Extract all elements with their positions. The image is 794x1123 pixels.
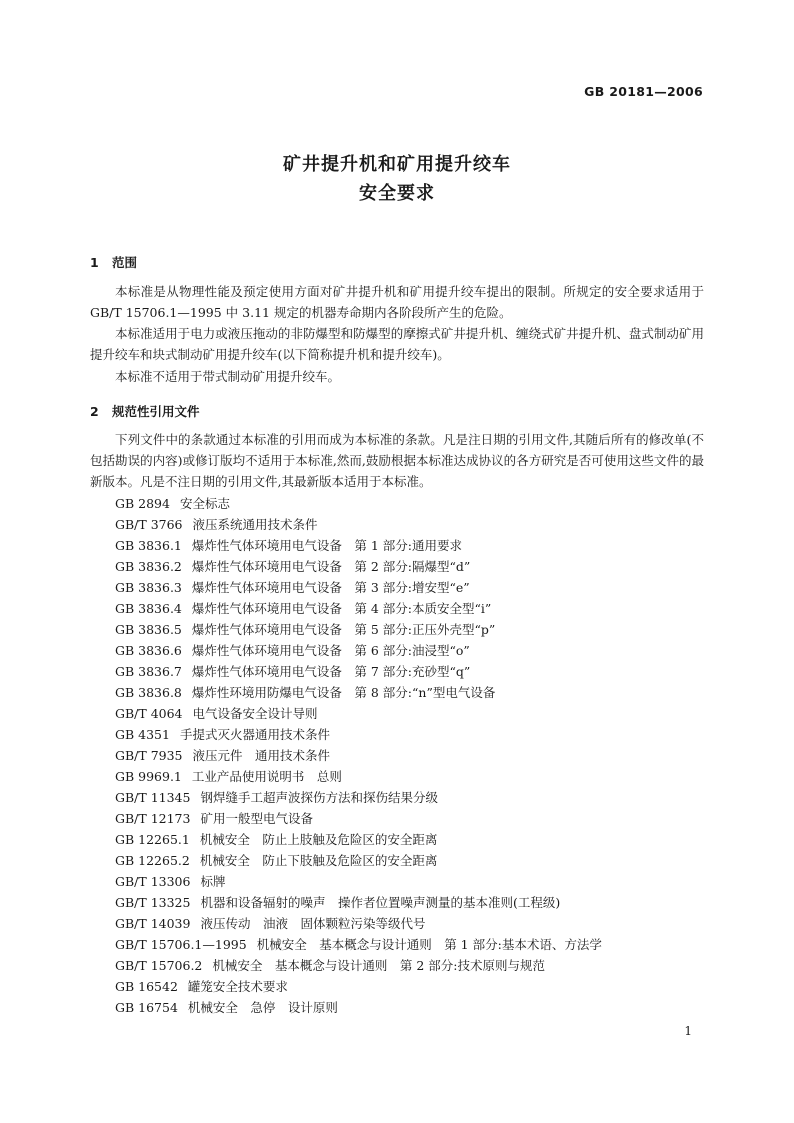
reference-title: 机械安全 急停 设计原则 bbox=[187, 1000, 338, 1015]
reference-item bbox=[115, 619, 715, 640]
reference-title: 安全标志 bbox=[179, 496, 230, 511]
reference-item bbox=[115, 598, 715, 619]
standard-number: GB 20181—2006 bbox=[584, 84, 703, 99]
reference-title: 液压传动 油液 固体颗粒污染等级代号 bbox=[200, 916, 426, 931]
reference-code: GB 3836.2 bbox=[115, 559, 182, 574]
section-title: 规范性引用文件 bbox=[112, 404, 200, 419]
title-line-2: 安全要求 bbox=[359, 183, 435, 204]
reference-item bbox=[115, 640, 715, 661]
reference-item bbox=[115, 850, 715, 871]
reference-item bbox=[115, 808, 715, 829]
reference-item bbox=[115, 493, 715, 514]
reference-code: GB/T 3766 bbox=[115, 517, 183, 532]
reference-code: GB/T 12173 bbox=[115, 811, 191, 826]
reference-title: 爆炸性气体环境用电气设备 第 5 部分:正压外壳型“p” bbox=[191, 622, 496, 637]
section-2-heading bbox=[90, 402, 200, 420]
reference-title: 机械安全 基本概念与设计通则 第 2 部分:技术原则与规范 bbox=[212, 958, 546, 973]
scope-paragraph-2: 本标准适用于电力或液压拖动的非防爆型和防爆型的摩擦式矿井提升机、缠绕式矿井提升机、盘式制动矿用提升绞车和块式制动矿用提升绞车(以下简称提升机和提升绞车)。 bbox=[90, 326, 704, 362]
reference-code: GB/T 11345 bbox=[115, 790, 191, 805]
reference-item bbox=[115, 577, 715, 598]
reference-item bbox=[115, 535, 715, 556]
title-line-1: 矿井提升机和矿用提升绞车 bbox=[283, 154, 511, 175]
reference-code: GB/T 4064 bbox=[115, 706, 183, 721]
reference-title: 爆炸性气体环境用电气设备 第 3 部分:增安型“e” bbox=[191, 580, 470, 595]
reference-code: GB 12265.1 bbox=[115, 832, 190, 847]
reference-title: 矿用一般型电气设备 bbox=[200, 811, 313, 826]
reference-code: GB/T 15706.2 bbox=[115, 958, 203, 973]
reference-title: 液压系统通用技术条件 bbox=[192, 517, 318, 532]
reference-item bbox=[115, 661, 715, 682]
reference-title: 机械安全 基本概念与设计通则 第 1 部分:基本术语、方法学 bbox=[256, 937, 602, 952]
reference-code: GB 3836.7 bbox=[115, 664, 182, 679]
reference-title: 电气设备安全设计导则 bbox=[192, 706, 318, 721]
reference-item bbox=[115, 976, 715, 997]
reference-code: GB 3836.6 bbox=[115, 643, 182, 658]
reference-item bbox=[115, 913, 715, 934]
page-number: 1 bbox=[684, 1024, 692, 1038]
reference-item bbox=[115, 703, 715, 724]
reference-item bbox=[115, 997, 715, 1018]
reference-code: GB 16754 bbox=[115, 1000, 178, 1015]
reference-title: 机器和设备辐射的噪声 操作者位置噪声测量的基本准则(工程级) bbox=[200, 895, 561, 910]
document-title bbox=[0, 150, 794, 208]
reference-title: 钢焊缝手工超声波探伤方法和探伤结果分级 bbox=[200, 790, 438, 805]
reference-item bbox=[115, 745, 715, 766]
scope-paragraph-3: 本标准不适用于带式制动矿用提升绞车。 bbox=[115, 369, 341, 384]
reference-item bbox=[115, 766, 715, 787]
reference-item bbox=[115, 556, 715, 577]
reference-item bbox=[115, 514, 715, 535]
scope-paragraph-1: 本标准是从物理性能及预定使用方面对矿井提升机和矿用提升绞车提出的限制。所规定的安全要求适用于 GB/T 15706.1—1995 中 3.11 规定的机器寿命期内各阶段所产生的危险。 bbox=[90, 284, 704, 320]
reference-code: GB/T 13325 bbox=[115, 895, 191, 910]
section-1-heading bbox=[90, 253, 137, 271]
reference-code: GB 3836.1 bbox=[115, 538, 182, 553]
reference-item bbox=[115, 682, 715, 703]
reference-title: 工业产品使用说明书 总则 bbox=[191, 769, 342, 784]
reference-code: GB/T 14039 bbox=[115, 916, 191, 931]
reference-title: 爆炸性环境用防爆电气设备 第 8 部分:“n”型电气设备 bbox=[191, 685, 496, 700]
reference-code: GB 3836.5 bbox=[115, 622, 182, 637]
references-intro: 下列文件中的条款通过本标准的引用而成为本标准的条款。凡是注日期的引用文件,其随后所有的修改单(不包括勘误的内容)或修订版均不适用于本标准,然而,鼓励根据本标准达成协议的各方研究是否可使用这些文件的最新版本。凡是不注日期的引用文件,其最新版本适用于本标准。 bbox=[90, 432, 704, 489]
reference-title: 罐笼安全技术要求 bbox=[187, 979, 288, 994]
reference-title: 爆炸性气体环境用电气设备 第 4 部分:本质安全型“i” bbox=[191, 601, 492, 616]
reference-title: 爆炸性气体环境用电气设备 第 6 部分:油浸型“o” bbox=[191, 643, 470, 658]
reference-item bbox=[115, 787, 715, 808]
reference-title: 液压元件 通用技术条件 bbox=[192, 748, 331, 763]
reference-title: 爆炸性气体环境用电气设备 第 2 部分:隔爆型“d” bbox=[191, 559, 471, 574]
reference-code: GB 9969.1 bbox=[115, 769, 182, 784]
reference-item bbox=[115, 724, 715, 745]
reference-title: 爆炸性气体环境用电气设备 第 7 部分:充砂型“q” bbox=[191, 664, 471, 679]
reference-item bbox=[115, 892, 715, 913]
reference-code: GB 3836.4 bbox=[115, 601, 182, 616]
reference-code: GB/T 7935 bbox=[115, 748, 183, 763]
reference-item bbox=[115, 829, 715, 850]
reference-code: GB 2894 bbox=[115, 496, 170, 511]
reference-code: GB/T 13306 bbox=[115, 874, 191, 889]
reference-title: 手提式灭火器通用技术条件 bbox=[179, 727, 330, 742]
reference-code: GB 3836.3 bbox=[115, 580, 182, 595]
reference-code: GB 16542 bbox=[115, 979, 178, 994]
reference-item bbox=[115, 955, 715, 976]
reference-title: 标牌 bbox=[200, 874, 226, 889]
reference-list bbox=[115, 493, 715, 1018]
reference-code: GB 3836.8 bbox=[115, 685, 182, 700]
reference-title: 机械安全 防止下肢触及危险区的安全距离 bbox=[199, 853, 438, 868]
section-number: 2 bbox=[90, 404, 99, 419]
reference-item bbox=[115, 934, 715, 955]
reference-code: GB 12265.2 bbox=[115, 853, 190, 868]
reference-item bbox=[115, 871, 715, 892]
reference-title: 爆炸性气体环境用电气设备 第 1 部分:通用要求 bbox=[191, 538, 463, 553]
reference-title: 机械安全 防止上肢触及危险区的安全距离 bbox=[199, 832, 438, 847]
section-number: 1 bbox=[90, 255, 99, 270]
section-title: 范围 bbox=[112, 255, 138, 270]
reference-code: GB/T 15706.1—1995 bbox=[115, 937, 247, 952]
reference-code: GB 4351 bbox=[115, 727, 170, 742]
